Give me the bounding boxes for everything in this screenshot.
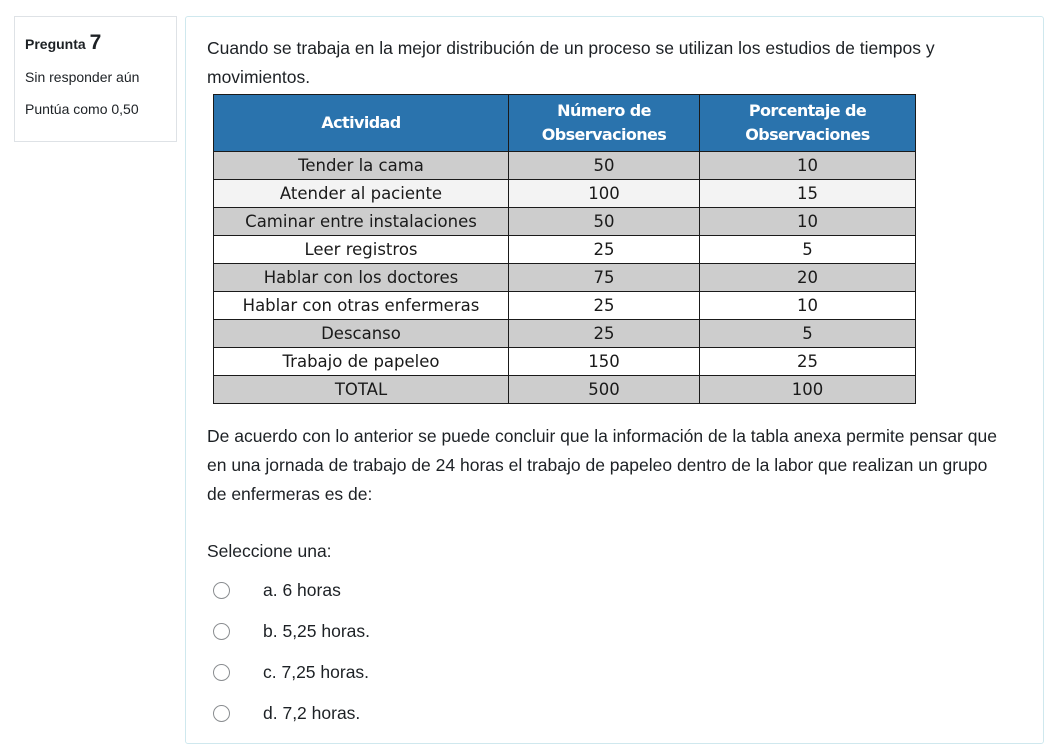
cell-count: 25 xyxy=(509,236,700,264)
answer-option-b[interactable] xyxy=(213,611,370,652)
radio-b[interactable] xyxy=(213,623,230,640)
cell-percent: 10 xyxy=(700,152,916,180)
question-body: De acuerdo con lo anterior se puede concluir que la información de la tabla anexa permite pensar que en una jornada de trabajo de 24 horas el trabajo de papeleo dentro de la labor que realizan un grupo de enfermeras es de: xyxy=(207,426,997,504)
cell-activity: Caminar entre instalaciones xyxy=(214,208,509,236)
cell-activity: Leer registros xyxy=(214,236,509,264)
radio-d[interactable] xyxy=(213,705,230,722)
cell-count: 25 xyxy=(509,292,700,320)
cell-activity: Hablar con otras enfermeras xyxy=(214,292,509,320)
question-intro: Cuando se trabaja en la mejor distribución de un proceso se utilizan los estudios de tiempos y movimientos. xyxy=(207,38,935,87)
cell-count: 50 xyxy=(509,208,700,236)
answer-option-d[interactable] xyxy=(213,693,370,734)
cell-percent: 100 xyxy=(700,376,916,404)
question-grade: Puntúa como 0,50 xyxy=(25,101,139,117)
answer-options xyxy=(213,570,370,734)
answer-label-a: a. 6 horas xyxy=(263,580,341,600)
table-row xyxy=(214,348,916,376)
table-row xyxy=(214,180,916,208)
observations-table-image xyxy=(213,94,916,404)
cell-percent: 10 xyxy=(700,208,916,236)
table-row xyxy=(214,236,916,264)
cell-activity: Descanso xyxy=(214,320,509,348)
cell-activity: Trabajo de papeleo xyxy=(214,348,509,376)
question-number: 7 xyxy=(89,31,102,54)
answer-option-a[interactable] xyxy=(213,570,370,611)
cell-activity: Atender al paciente xyxy=(214,180,509,208)
header-actividad: Actividad xyxy=(214,95,509,152)
cell-count: 150 xyxy=(509,348,700,376)
radio-a[interactable] xyxy=(213,582,230,599)
answer-label-b: b. 5,25 horas. xyxy=(263,621,371,641)
table-row xyxy=(214,208,916,236)
table-header-row xyxy=(214,95,916,152)
header-porcentaje: Porcentaje de Observaciones xyxy=(700,95,916,152)
answer-prompt: Seleccione una: xyxy=(207,541,332,561)
cell-percent: 10 xyxy=(700,292,916,320)
table-row xyxy=(214,320,916,348)
table-total-row xyxy=(214,376,916,404)
table-row xyxy=(214,264,916,292)
cell-count: 500 xyxy=(509,376,700,404)
question-info-panel xyxy=(14,16,177,142)
table-row xyxy=(214,152,916,180)
cell-activity: Hablar con los doctores xyxy=(214,264,509,292)
table-row xyxy=(214,292,916,320)
header-numero: Número de Observaciones xyxy=(509,95,700,152)
cell-percent: 5 xyxy=(700,236,916,264)
cell-percent: 20 xyxy=(700,264,916,292)
cell-activity: TOTAL xyxy=(214,376,509,404)
cell-percent: 25 xyxy=(700,348,916,376)
radio-c[interactable] xyxy=(213,664,230,681)
cell-count: 50 xyxy=(509,152,700,180)
cell-count: 100 xyxy=(509,180,700,208)
question-state: Sin responder aún xyxy=(25,69,140,85)
cell-count: 25 xyxy=(509,320,700,348)
question-content xyxy=(185,16,1044,744)
cell-activity: Tender la cama xyxy=(214,152,509,180)
answer-option-c[interactable] xyxy=(213,652,370,693)
cell-count: 75 xyxy=(509,264,700,292)
question-number-heading xyxy=(25,31,166,55)
cell-percent: 5 xyxy=(700,320,916,348)
observations-table xyxy=(213,94,916,404)
answer-label-d: d. 7,2 horas. xyxy=(263,703,361,723)
answer-label-c: c. 7,25 horas. xyxy=(263,662,370,682)
question-label: Pregunta xyxy=(25,36,86,52)
cell-percent: 15 xyxy=(700,180,916,208)
